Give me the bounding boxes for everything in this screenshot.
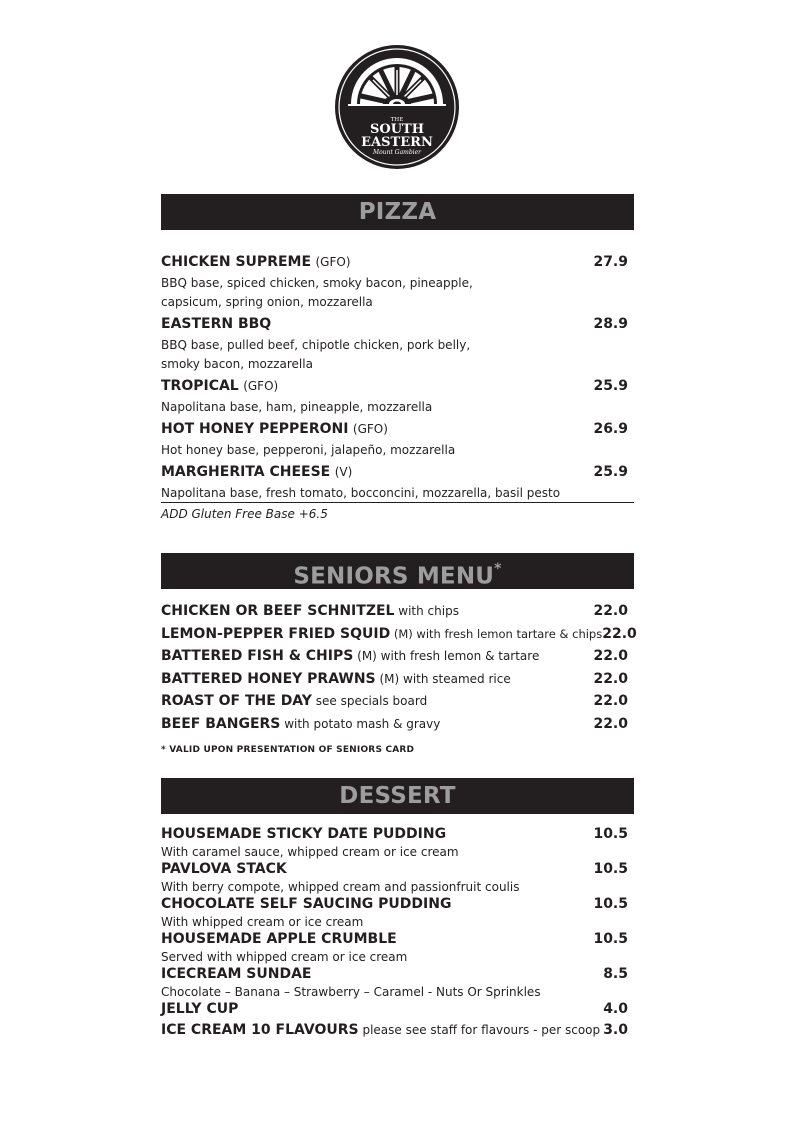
item-price: 22.0	[593, 670, 628, 687]
menu-item	[161, 625, 637, 648]
item-price: 22.0	[593, 603, 628, 619]
item-name: PAVLOVA STACK	[161, 861, 287, 877]
item-description-line: smoky bacon, mozzarella	[161, 357, 313, 371]
item-name: ICECREAM SUNDAE	[161, 966, 312, 982]
menu-item	[161, 1001, 634, 1021]
seniors-footnote: * VALID UPON PRESENTATION OF SENIORS CARD	[161, 745, 415, 755]
menu-item	[161, 861, 634, 896]
item-tag: (GFO)	[243, 379, 279, 393]
pizza-heading	[161, 194, 634, 230]
item-price: 22.0	[593, 648, 628, 664]
item-note: with chips	[394, 604, 459, 618]
menu-item	[161, 602, 634, 625]
menu-item	[161, 692, 634, 715]
seniors-heading	[161, 553, 634, 589]
menu-item	[161, 826, 634, 861]
item-name: BATTERED FISH & CHIPS	[161, 648, 354, 664]
item-note: (M) with steamed rice	[375, 671, 511, 686]
item-price: 25.9	[593, 378, 628, 394]
item-name: CHICKEN SUPREME	[161, 254, 312, 270]
item-description-line: Napolitana base, fresh tomato, bocconcini, mozzarella, basil pesto	[161, 486, 561, 500]
item-description	[161, 398, 491, 417]
menu-item	[161, 315, 634, 374]
item-description	[161, 441, 491, 460]
item-price: 25.9	[593, 464, 628, 480]
logo-line-south: SOUTH	[369, 122, 425, 137]
item-tag: (GFO)	[315, 255, 351, 269]
item-tag: (V)	[334, 465, 353, 479]
menu-item	[161, 647, 634, 670]
pizza-list	[161, 253, 634, 506]
pizza-heading-text: PIZZA	[358, 199, 437, 225]
item-price: 28.9	[593, 316, 628, 332]
item-name: HOUSEMADE STICKY DATE PUDDING	[161, 826, 447, 842]
menu-item	[161, 1021, 634, 1039]
logo-line-location: Mount Gambier	[372, 149, 422, 156]
wagon-wheel-logo	[334, 44, 460, 170]
pizza-footnote: ADD Gluten Free Base +6.5	[161, 507, 328, 521]
venue-logo	[334, 44, 460, 170]
item-description-line: capsicum, spring onion, mozzarella	[161, 295, 373, 309]
item-description: With whipped cream or ice cream	[161, 915, 364, 929]
item-description: With berry compote, whipped cream and passionfruit coulis	[161, 880, 520, 894]
item-price: 22.0	[593, 693, 628, 709]
item-description	[161, 274, 491, 312]
item-name: HOUSEMADE APPLE CRUMBLE	[161, 931, 397, 947]
item-price: 27.9	[593, 254, 628, 270]
item-name: HOT HONEY PEPPERONI	[161, 421, 349, 437]
item-price: 10.5	[593, 861, 628, 877]
item-tag: (GFO)	[352, 422, 388, 436]
item-description-line: Napolitana base, ham, pineapple, mozzarella	[161, 400, 433, 414]
item-name: ROAST OF THE DAY	[161, 693, 312, 709]
item-description-line: BBQ base, spiced chicken, smoky bacon, pineapple,	[161, 276, 473, 290]
item-description: With caramel sauce, whipped cream or ice cream	[161, 845, 459, 859]
menu-item	[161, 670, 634, 693]
item-description: Chocolate – Banana – Strawberry – Caramel - Nuts Or Sprinkles	[161, 985, 541, 999]
item-name: CHICKEN OR BEEF SCHNITZEL	[161, 603, 395, 619]
menu-item	[161, 377, 634, 417]
menu-item	[161, 420, 634, 460]
item-name: TROPICAL	[161, 378, 239, 394]
item-name: LEMON-PEPPER FRIED SQUID	[161, 625, 391, 642]
menu-item	[161, 931, 634, 966]
seniors-list	[161, 602, 637, 737]
item-price: 4.0	[603, 1001, 628, 1017]
item-name: MARGHERITA CHEESE	[161, 464, 331, 480]
item-note: see specials board	[311, 694, 428, 708]
item-price: 3.0	[603, 1022, 628, 1038]
dessert-list	[161, 826, 634, 1039]
item-note: with potato mash & gravy	[280, 716, 441, 731]
menu-item	[161, 253, 634, 312]
menu-item	[161, 463, 634, 503]
item-price: 10.5	[593, 826, 628, 842]
item-price: 10.5	[593, 896, 628, 912]
item-name: JELLY CUP	[161, 1001, 239, 1017]
logo-line-eastern: EASTERN	[361, 135, 433, 150]
item-name: EASTERN BBQ	[161, 316, 272, 332]
item-description	[161, 484, 591, 503]
seniors-heading-asterisk: *	[494, 561, 502, 577]
dessert-heading	[161, 778, 634, 814]
item-description-line: Hot honey base, pepperoni, jalapeño, mozzarella	[161, 443, 456, 457]
item-note: please see staff for flavours - per scoop	[358, 1023, 601, 1037]
item-price: 8.5	[603, 966, 628, 982]
menu-item	[161, 966, 634, 1001]
item-name: ICE CREAM 10 FLAVOURS	[161, 1022, 359, 1038]
item-name: BEEF BANGERS	[161, 715, 281, 732]
item-name: BATTERED HONEY PRAWNS	[161, 670, 376, 687]
menu-item	[161, 896, 634, 931]
item-price: 22.0	[593, 715, 628, 732]
item-note: (M) with fresh lemon & tartare	[353, 649, 540, 663]
item-description: Served with whipped cream or ice cream	[161, 950, 408, 964]
item-description-line: BBQ base, pulled beef, chipotle chicken, pork belly,	[161, 338, 471, 352]
menu-item	[161, 715, 634, 738]
item-price: 26.9	[593, 421, 628, 437]
item-name: CHOCOLATE SELF SAUCING PUDDING	[161, 896, 452, 912]
item-price: 22.0	[602, 625, 637, 642]
item-description	[161, 336, 491, 374]
seniors-heading-text: SENIORS MENU	[293, 563, 495, 590]
item-note: (M) with fresh lemon tartare & chips	[390, 626, 603, 641]
dessert-heading-text: DESSERT	[339, 783, 456, 809]
logo-the: THE	[390, 117, 404, 123]
divider	[161, 502, 634, 503]
item-price: 10.5	[593, 931, 628, 947]
